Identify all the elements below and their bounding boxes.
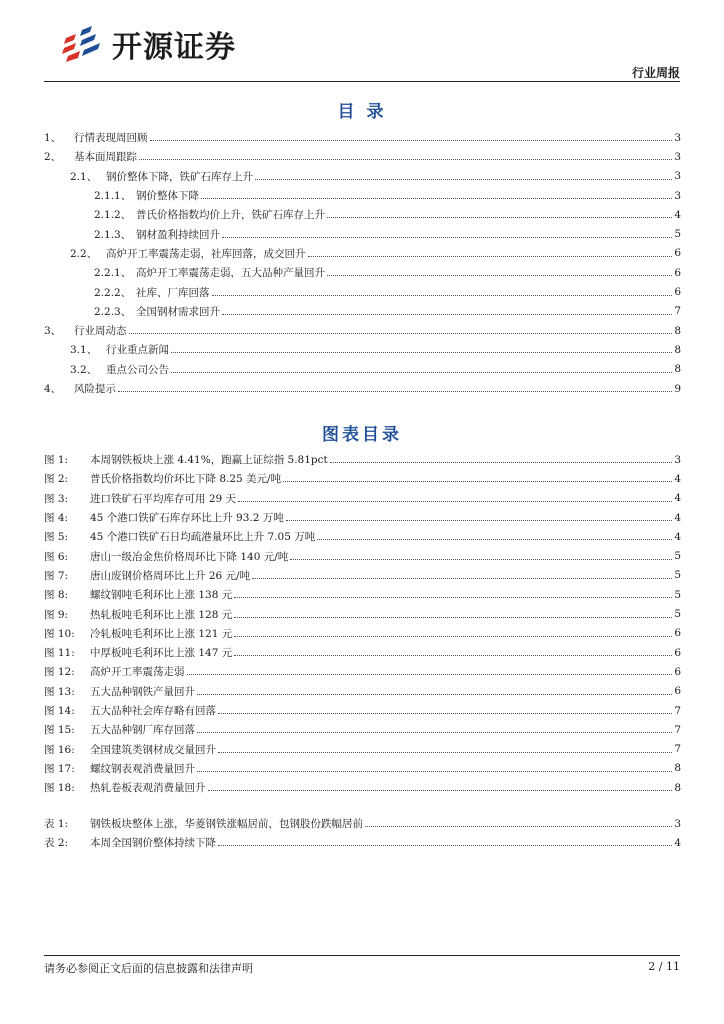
figure-entry[interactable]: 图 7: 唐山废钢价格周环比上升 26 元/吨 5 bbox=[44, 569, 681, 582]
figure-entry[interactable]: 图 10: 冷轧板吨毛利环比上涨 121 元 6 bbox=[44, 627, 681, 640]
toc-entry[interactable]: 3、 行业周动态 8 bbox=[44, 324, 681, 338]
logo-mark-icon bbox=[62, 22, 106, 66]
toc-entry[interactable]: 2.1、 钢价整体下降，铁矿石库存上升 3 bbox=[70, 170, 681, 183]
figure-entry[interactable]: 图 13: 五大品种钢铁产量回升 6 bbox=[44, 685, 681, 698]
figure-entry[interactable]: 图 4: 45 个港口铁矿石库存环比上升 93.2 万吨 4 bbox=[44, 511, 681, 525]
figure-entry[interactable]: 图 18: 热轧卷板表观消费量回升 8 bbox=[44, 781, 681, 795]
report-type-label: 行业周报 bbox=[631, 66, 680, 80]
footer-disclaimer: 请务必参阅正文后面的信息披露和法律声明 bbox=[44, 962, 253, 975]
toc-entry[interactable]: 2.2.1、 高炉开工率震荡走弱，五大品种产量回升 6 bbox=[94, 266, 681, 280]
figure-entry[interactable]: 图 8: 螺纹钢吨毛利环比上涨 138 元 5 bbox=[44, 588, 681, 602]
figure-entry[interactable]: 图 9: 热轧板吨毛利环比上涨 128 元 5 bbox=[44, 608, 681, 621]
company-logo bbox=[62, 22, 236, 66]
toc-entry[interactable]: 2.1.3、 钢材盈利持续回升 5 bbox=[94, 228, 681, 241]
figure-entry[interactable]: 图 14: 五大品种社会库存略有回落 7 bbox=[44, 704, 681, 717]
footer-divider bbox=[44, 955, 680, 956]
toc-list bbox=[44, 128, 681, 398]
figure-entry[interactable]: 图 3: 进口铁矿石平均库存可用 29 天 4 bbox=[44, 492, 681, 505]
figure-entry[interactable]: 图 6: 唐山一级冶金焦价格周环比下降 140 元/吨 5 bbox=[44, 550, 681, 563]
toc-entry[interactable]: 3.2、 重点公司公告 8 bbox=[70, 363, 681, 376]
toc-title: 目 录 bbox=[337, 102, 387, 122]
figures-toc-title: 图表目录 bbox=[322, 425, 402, 445]
toc-entry[interactable]: 2、 基本面周跟踪 3 bbox=[44, 150, 681, 164]
table-entry[interactable]: 表 2: 本周全国钢价整体持续下降 4 bbox=[44, 836, 681, 850]
figure-entry[interactable]: 图 2: 普氏价格指数均价环比下降 8.25 美元/吨 4 bbox=[44, 472, 681, 486]
toc-entry[interactable]: 1、 行情表现周回顾 3 bbox=[44, 131, 681, 145]
toc-entry[interactable]: 4、 风险提示 9 bbox=[44, 382, 681, 395]
figure-entry[interactable]: 图 16: 全国建筑类钢材成交量回升 7 bbox=[44, 743, 681, 756]
page-indicator: 2 / 11 bbox=[648, 960, 680, 973]
table-entry[interactable]: 表 1: 钢铁板块整体上涨，华菱钢铁涨幅居前，包钢股份跌幅居前 3 bbox=[44, 817, 681, 831]
toc-entry[interactable]: 2.2.2、 社库、厂库回落 6 bbox=[94, 286, 681, 299]
toc-entry[interactable]: 3.1、 行业重点新闻 8 bbox=[70, 343, 681, 357]
toc-entry[interactable]: 2.2、 高炉开工率震荡走弱，社库回落，成交回升 6 bbox=[70, 247, 681, 260]
figures-list bbox=[44, 450, 681, 797]
figure-entry[interactable]: 图 11: 中厚板吨毛利环比上涨 147 元 6 bbox=[44, 646, 681, 660]
figure-entry[interactable]: 图 5: 45 个港口铁矿石日均疏港量环比上升 7.05 万吨 4 bbox=[44, 530, 681, 544]
logo-text: 开源证券 bbox=[112, 30, 236, 65]
figure-entry[interactable]: 图 1: 本周钢铁板块上涨 4.41%，跑赢上证综指 5.81pct 3 bbox=[44, 453, 681, 467]
toc-entry[interactable]: 2.1.2、 普氏价格指数均价上升，铁矿石库存上升 4 bbox=[94, 208, 681, 222]
figure-entry[interactable]: 图 17: 螺纹钢表观消费量回升 8 bbox=[44, 762, 681, 775]
figure-entry[interactable]: 图 15: 五大品种钢厂库存回落 7 bbox=[44, 723, 681, 737]
header-divider bbox=[44, 81, 680, 82]
toc-entry[interactable]: 2.2.3、 全国钢材需求回升 7 bbox=[94, 305, 681, 318]
toc-entry[interactable]: 2.1.1、 钢价整体下降 3 bbox=[94, 189, 681, 203]
tables-list bbox=[44, 814, 681, 853]
figure-entry[interactable]: 图 12: 高炉开工率震荡走弱 6 bbox=[44, 665, 681, 679]
